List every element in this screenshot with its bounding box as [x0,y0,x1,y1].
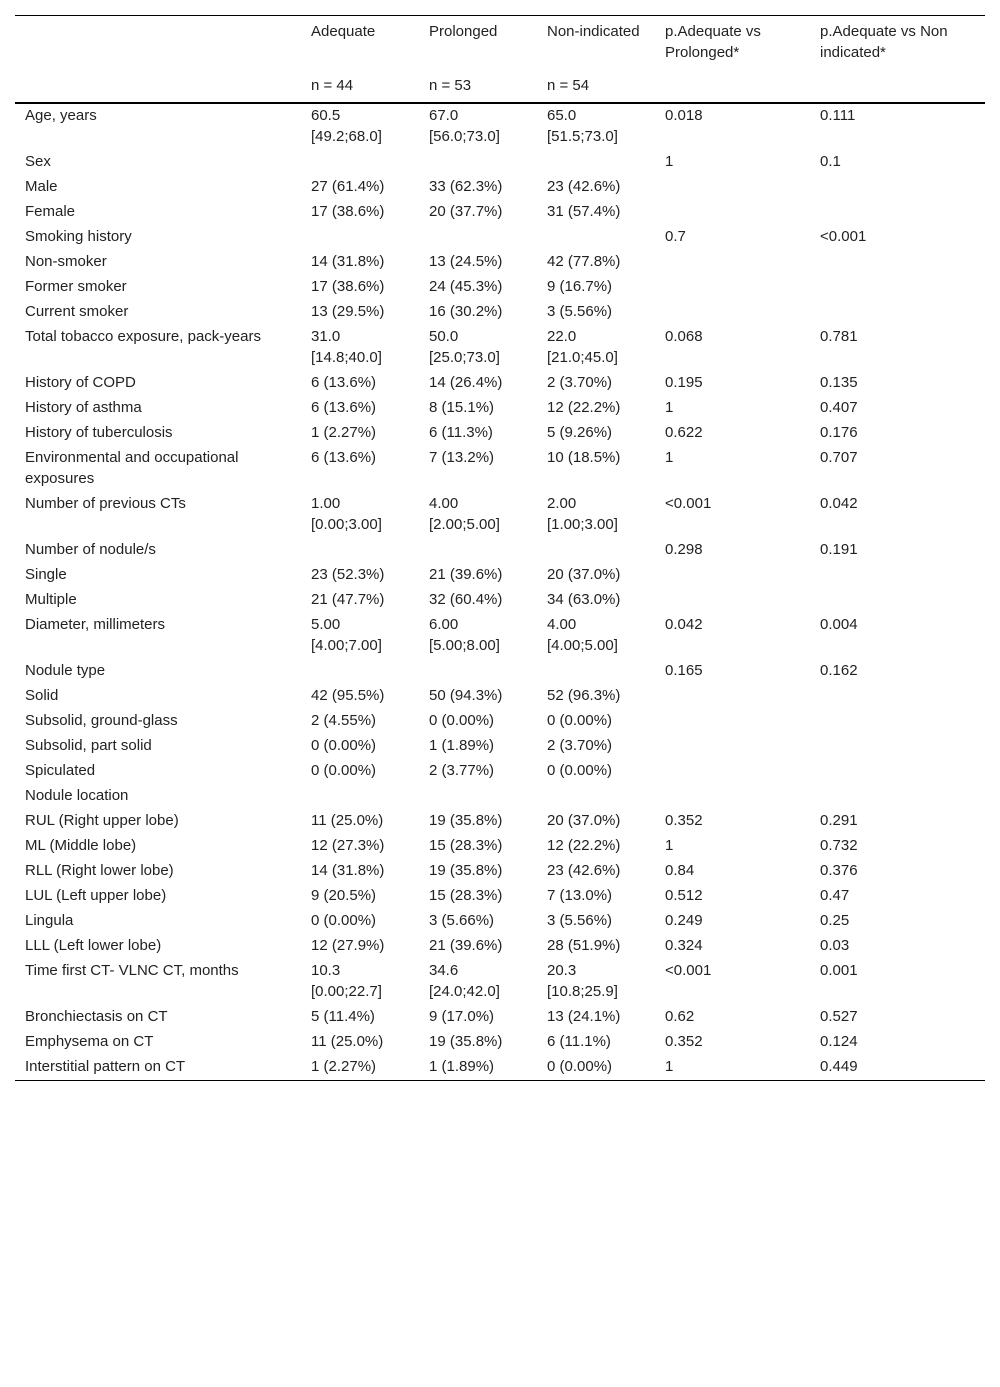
sample-size-row [15,73,985,103]
cell-adequate: 6 (13.6%) [311,449,377,466]
cell-variable: RUL (Right upper lobe) [25,812,179,829]
cell-adequate: 11 (25.0%) [311,1033,384,1050]
cell-p-adequate-vs-prolonged: 1 [655,1054,810,1081]
cell-non-indicated [537,149,655,174]
table-header [15,16,985,104]
cell-p-adequate-vs-prolonged: 0.622 [665,424,703,441]
cell-variable: History of asthma [25,399,142,416]
cell-non-indicated: 6 (11.1%) [547,1033,611,1050]
cell-p-adequate-vs-prolonged [655,587,810,612]
cell-non-indicated: 2.00 [1.00;3.00] [547,495,618,533]
table-row [15,249,985,274]
cell-variable: Nodule type [25,662,106,679]
cell-p-adequate-vs-non-indicated [810,783,985,808]
cell-prolonged: 13 (24.5%) [429,253,503,270]
cell-p-adequate-vs-non-indicated: 0.176 [820,424,858,441]
cell-p-adequate-vs-prolonged [655,299,810,324]
cell-non-indicated: 3 (5.56%) [547,303,613,320]
table-row [15,224,985,249]
cell-prolonged: 16 (30.2%) [429,303,503,320]
cell-p-adequate-vs-prolonged: 0.068 [665,328,703,345]
cell-prolonged: 15 (28.3%) [429,887,503,904]
cell-p-adequate-vs-non-indicated: 0.527 [820,1008,858,1025]
cell-variable: Subsolid, ground-glass [25,712,178,729]
cell-variable: ML (Middle lobe) [25,837,137,854]
table-row [15,274,985,299]
cell-p-adequate-vs-prolonged [655,683,810,708]
table-row [15,299,985,324]
cell-adequate: 60.5 [49.2;68.0] [311,107,382,145]
cell-prolonged: 9 (17.0%) [429,1008,495,1025]
cell-p-adequate-vs-non-indicated: 0.47 [820,887,850,904]
table-row [15,858,985,883]
table-row [15,933,985,958]
cell-adequate: 10.3 [0.00;22.7] [311,962,382,1000]
cell-p-adequate-vs-non-indicated: 0.707 [820,449,858,466]
cell-adequate: 5.00 [4.00;7.00] [311,616,382,654]
cell-variable: Former smoker [25,278,127,295]
cell-p-adequate-vs-prolonged: 0.512 [665,887,703,904]
cell-adequate: 1 (2.27%) [301,1054,419,1081]
cell-variable: Total tobacco exposure, pack-years [25,328,261,345]
cell-p-adequate-vs-prolonged: 1 [665,399,674,416]
cell-non-indicated [537,224,655,249]
cell-prolonged: 14 (26.4%) [429,374,503,391]
cell-p-adequate-vs-non-indicated: 0.162 [820,662,858,679]
table-row [15,174,985,199]
cell-variable: Emphysema on CT [25,1033,154,1050]
cell-p-adequate-vs-prolonged [655,708,810,733]
cell-p-adequate-vs-non-indicated [810,274,985,299]
cell-p-adequate-vs-prolonged: 0.324 [665,937,703,954]
cell-p-adequate-vs-non-indicated: 0.25 [820,912,850,929]
cell-adequate [301,537,419,562]
cell-variable: Subsolid, part solid [25,737,152,754]
header-cell-adequate: Adequate [301,16,419,74]
cell-prolonged: 21 (39.6%) [429,566,503,583]
cell-adequate: 11 (25.0%) [311,812,384,829]
table-row [15,395,985,420]
table-row [15,420,985,445]
cell-adequate: 23 (52.3%) [311,566,385,583]
table-row [15,758,985,783]
cell-p-adequate-vs-prolonged: 0.352 [665,1033,703,1050]
table-row [15,883,985,908]
table-row [15,103,985,149]
cell-adequate: 0 (0.00%) [311,912,377,929]
cell-prolonged: 3 (5.66%) [429,912,495,929]
cell-non-indicated: 2 (3.70%) [547,737,613,754]
cell-p-adequate-vs-non-indicated: 0.291 [820,812,858,829]
cell-non-indicated: 20 (37.0%) [547,566,621,583]
table-row [15,1004,985,1029]
cell-prolonged: 1 (1.89%) [419,1054,537,1081]
cell-p-adequate-vs-prolonged [655,274,810,299]
cell-variable: Smoking history [25,228,132,245]
cell-adequate: 6 (13.6%) [311,374,377,391]
table-row [15,658,985,683]
header-cell-p-adequate-vs-non-indicated: p.Adequate vs Non indicated* [810,16,985,74]
cell-variable: Male [25,178,58,195]
cell-p-adequate-vs-non-indicated: 0.135 [820,374,858,391]
cell-prolonged: 4.00 [2.00;5.00] [429,495,500,533]
cell-adequate: 1.00 [0.00;3.00] [311,495,382,533]
cell-adequate [301,783,419,808]
n-cell-non-indicated: n = 54 [537,73,655,103]
n-cell-p-prolonged [655,73,810,103]
cell-p-adequate-vs-prolonged: 0.7 [665,228,686,245]
cell-variable: Diameter, millimeters [25,616,166,633]
header-cell-prolonged: Prolonged [419,16,537,74]
cell-prolonged: 2 (3.77%) [429,762,495,779]
cell-p-adequate-vs-non-indicated: 0.376 [820,862,858,879]
cell-prolonged: 1 (1.89%) [429,737,495,754]
table-row [15,612,985,658]
cell-prolonged: 15 (28.3%) [429,837,503,854]
cell-non-indicated: 0 (0.00%) [547,762,613,779]
cell-p-adequate-vs-non-indicated: <0.001 [820,228,867,245]
cell-non-indicated: 23 (42.6%) [547,178,621,195]
cell-adequate: 14 (31.8%) [311,862,385,879]
cell-variable: Female [25,203,76,220]
characteristics-table [15,15,985,1081]
cell-adequate: 2 (4.55%) [311,712,377,729]
cell-non-indicated: 22.0 [21.0;45.0] [547,328,618,366]
cell-prolonged: 33 (62.3%) [429,178,503,195]
cell-non-indicated: 31 (57.4%) [547,203,621,220]
cell-non-indicated: 7 (13.0%) [547,887,613,904]
table-row [15,324,985,370]
cell-non-indicated: 2 (3.70%) [547,374,613,391]
cell-adequate: 9 (20.5%) [311,887,377,904]
cell-p-adequate-vs-non-indicated [810,199,985,224]
cell-p-adequate-vs-prolonged [655,783,810,808]
cell-p-adequate-vs-non-indicated: 0.004 [820,616,858,633]
cell-p-adequate-vs-prolonged: 0.018 [665,107,703,124]
cell-adequate: 6 (13.6%) [311,399,377,416]
cell-variable: Age, years [25,107,97,124]
cell-p-adequate-vs-prolonged: 0.62 [665,1008,695,1025]
header-cell-p-adequate-vs-prolonged: p.Adequate vs Prolonged* [655,16,810,74]
cell-variable: History of COPD [25,374,136,391]
cell-variable: LUL (Left upper lobe) [25,887,167,904]
cell-p-adequate-vs-non-indicated [810,733,985,758]
cell-non-indicated: 52 (96.3%) [547,687,621,704]
table-row [15,562,985,587]
cell-prolonged [419,149,537,174]
cell-prolonged [419,537,537,562]
cell-p-adequate-vs-prolonged: 0.352 [665,812,703,829]
cell-p-adequate-vs-prolonged [655,199,810,224]
cell-variable: Solid [25,687,59,704]
cell-adequate: 12 (27.3%) [311,837,385,854]
table-body [15,103,985,1081]
cell-variable: Time first CT- VLNC CT, months [25,962,239,979]
cell-non-indicated: 12 (22.2%) [547,837,621,854]
cell-non-indicated: 5 (9.26%) [547,424,613,441]
cell-prolonged: 50 (94.3%) [429,687,503,704]
cell-p-adequate-vs-non-indicated: 0.124 [820,1033,858,1050]
table-row [15,587,985,612]
cell-prolonged: 8 (15.1%) [429,399,495,416]
cell-variable: Single [25,566,67,583]
cell-non-indicated: 42 (77.8%) [547,253,621,270]
cell-prolonged: 19 (35.8%) [429,1033,503,1050]
cell-variable: Interstitial pattern on CT [15,1054,301,1081]
cell-variable: Non-smoker [25,253,107,270]
table-row [15,491,985,537]
cell-non-indicated: 9 (16.7%) [547,278,613,295]
cell-p-adequate-vs-non-indicated: 0.732 [820,837,858,854]
cell-non-indicated: 34 (63.0%) [547,591,621,608]
table-row [15,683,985,708]
table-row [15,1054,985,1081]
cell-p-adequate-vs-prolonged [655,758,810,783]
n-cell-p-non-indicated [810,73,985,103]
cell-prolonged: 67.0 [56.0;73.0] [429,107,500,145]
cell-prolonged: 34.6 [24.0;42.0] [429,962,500,1000]
cell-p-adequate-vs-non-indicated [810,562,985,587]
cell-variable: Sex [25,153,51,170]
table-row [15,199,985,224]
cell-adequate: 12 (27.9%) [311,937,385,954]
cell-adequate: 31.0 [14.8;40.0] [311,328,382,366]
cell-non-indicated [537,658,655,683]
cell-variable: Number of nodule/s [25,541,156,558]
cell-non-indicated [537,537,655,562]
cell-adequate [301,658,419,683]
table-row [15,808,985,833]
cell-p-adequate-vs-prolonged: 1 [665,837,674,854]
table-row [15,445,985,491]
header-cell-variable [15,16,301,74]
cell-prolonged: 7 (13.2%) [429,449,495,466]
header-row [15,16,985,74]
cell-p-adequate-vs-non-indicated [810,249,985,274]
cell-p-adequate-vs-non-indicated [810,758,985,783]
cell-adequate: 0 (0.00%) [311,762,377,779]
cell-adequate: 17 (38.6%) [311,203,385,220]
cell-variable: Environmental and occupational exposures [25,449,239,487]
cell-prolonged: 6 (11.3%) [429,424,493,441]
cell-p-adequate-vs-non-indicated: 0.03 [820,937,850,954]
header-cell-non-indicated: Non-indicated [537,16,655,74]
cell-p-adequate-vs-prolonged [655,733,810,758]
cell-adequate: 14 (31.8%) [311,253,385,270]
cell-non-indicated: 28 (51.9%) [547,937,621,954]
cell-p-adequate-vs-prolonged: 1 [665,449,674,466]
cell-non-indicated: 65.0 [51.5;73.0] [547,107,618,145]
cell-prolonged: 19 (35.8%) [429,812,503,829]
cell-p-adequate-vs-non-indicated: 0.1 [820,153,841,170]
table-row [15,370,985,395]
cell-non-indicated: 10 (18.5%) [547,449,621,466]
cell-non-indicated: 12 (22.2%) [547,399,621,416]
cell-p-adequate-vs-prolonged: 0.84 [665,862,695,879]
cell-p-adequate-vs-non-indicated: 0.191 [820,541,858,558]
cell-p-adequate-vs-prolonged: 0.042 [665,616,703,633]
cell-adequate: 0 (0.00%) [311,737,377,754]
cell-adequate: 21 (47.7%) [311,591,385,608]
cell-prolonged: 19 (35.8%) [429,862,503,879]
cell-p-adequate-vs-prolonged [655,174,810,199]
cell-prolonged: 21 (39.6%) [429,937,503,954]
cell-variable: LLL (Left lower lobe) [25,937,162,954]
cell-variable: Current smoker [25,303,129,320]
cell-p-adequate-vs-prolonged: 1 [665,153,674,170]
table-row [15,537,985,562]
cell-variable: Nodule location [25,787,129,804]
cell-p-adequate-vs-prolonged: 0.165 [665,662,703,679]
table-row [15,733,985,758]
cell-p-adequate-vs-non-indicated [810,587,985,612]
cell-prolonged: 50.0 [25.0;73.0] [429,328,500,366]
cell-variable: Multiple [25,591,77,608]
cell-adequate: 1 (2.27%) [311,424,377,441]
cell-p-adequate-vs-prolonged: <0.001 [665,962,712,979]
cell-p-adequate-vs-non-indicated: 0.449 [810,1054,985,1081]
cell-adequate: 5 (11.4%) [311,1008,375,1025]
cell-non-indicated: 0 (0.00%) [537,1054,655,1081]
cell-p-adequate-vs-non-indicated: 0.001 [820,962,858,979]
cell-adequate: 27 (61.4%) [311,178,385,195]
cell-variable: RLL (Right lower lobe) [25,862,174,879]
cell-adequate: 17 (38.6%) [311,278,385,295]
cell-variable: Bronchiectasis on CT [25,1008,168,1025]
cell-non-indicated [537,783,655,808]
table-row [15,833,985,858]
table-row [15,783,985,808]
table-row [15,908,985,933]
cell-prolonged: 24 (45.3%) [429,278,503,295]
cell-p-adequate-vs-prolonged [655,562,810,587]
cell-variable: History of tuberculosis [25,424,173,441]
cell-non-indicated: 20.3 [10.8;25.9] [547,962,618,1000]
cell-prolonged [419,658,537,683]
cell-p-adequate-vs-non-indicated [810,708,985,733]
cell-adequate [301,224,419,249]
cell-adequate: 13 (29.5%) [311,303,385,320]
cell-p-adequate-vs-non-indicated: 0.781 [820,328,858,345]
cell-non-indicated: 4.00 [4.00;5.00] [547,616,618,654]
cell-non-indicated: 20 (37.0%) [547,812,621,829]
cell-variable: Spiculated [25,762,96,779]
cell-prolonged [419,224,537,249]
table-row [15,958,985,1004]
cell-non-indicated: 0 (0.00%) [547,712,613,729]
cell-p-adequate-vs-non-indicated: 0.042 [820,495,858,512]
cell-non-indicated: 3 (5.56%) [547,912,613,929]
cell-adequate: 42 (95.5%) [311,687,385,704]
cell-p-adequate-vs-non-indicated [810,174,985,199]
cell-variable: Lingula [25,912,74,929]
cell-p-adequate-vs-prolonged [655,249,810,274]
cell-adequate [301,149,419,174]
n-cell-variable [15,73,301,103]
table-row [15,708,985,733]
cell-p-adequate-vs-prolonged: 0.249 [665,912,703,929]
cell-non-indicated: 23 (42.6%) [547,862,621,879]
cell-variable: Number of previous CTs [25,495,186,512]
cell-p-adequate-vs-non-indicated [810,299,985,324]
cell-p-adequate-vs-prolonged: 0.298 [665,541,703,558]
cell-prolonged: 32 (60.4%) [429,591,503,608]
cell-p-adequate-vs-non-indicated: 0.111 [820,107,856,124]
cell-p-adequate-vs-non-indicated: 0.407 [820,399,858,416]
cell-prolonged: 0 (0.00%) [429,712,495,729]
cell-p-adequate-vs-prolonged: <0.001 [665,495,712,512]
cell-prolonged [419,783,537,808]
n-cell-adequate: n = 44 [301,73,419,103]
cell-non-indicated: 13 (24.1%) [547,1008,621,1025]
cell-p-adequate-vs-prolonged: 0.195 [665,374,703,391]
cell-p-adequate-vs-non-indicated [810,683,985,708]
n-cell-prolonged: n = 53 [419,73,537,103]
table-row [15,1029,985,1054]
cell-prolonged: 20 (37.7%) [429,203,503,220]
cell-prolonged: 6.00 [5.00;8.00] [429,616,500,654]
table-row [15,149,985,174]
